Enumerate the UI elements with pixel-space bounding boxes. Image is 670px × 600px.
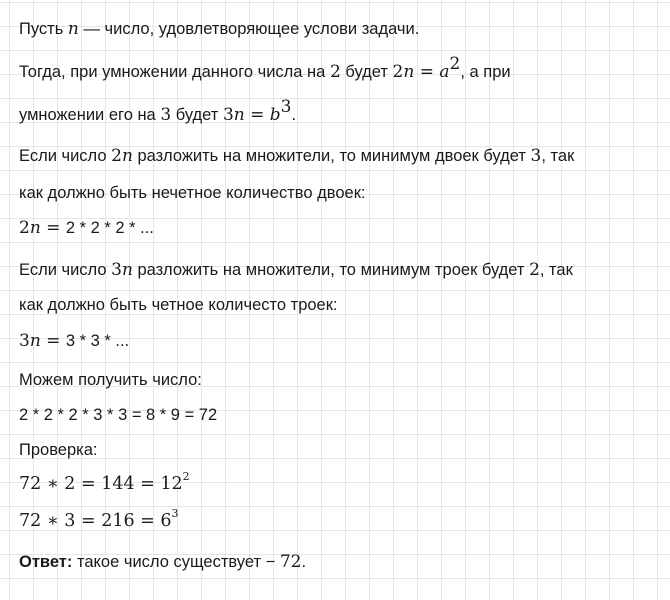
math-variable: n: [121, 260, 133, 280]
text: умножении его на: [19, 106, 161, 124]
text: будет: [171, 106, 223, 124]
answer-label: Ответ:: [19, 553, 73, 571]
text: , так: [539, 261, 573, 279]
text: как должно быть четное количесто троек:: [19, 296, 338, 314]
solution-text: [19, 0, 659, 600]
math-number: 2: [19, 218, 30, 238]
math-variable: n: [121, 146, 133, 166]
math-variable: n: [29, 331, 41, 351]
text: Если число: [19, 261, 112, 279]
text: Пусть: [19, 20, 68, 38]
text: 3 * 3 * ...: [65, 332, 130, 350]
line-factor-3n: [19, 259, 573, 281]
math-exponent: 2: [182, 470, 190, 484]
math-number: 2: [529, 260, 540, 280]
math-number: 3: [222, 105, 234, 125]
math-number: 3: [160, 105, 172, 125]
text: разложить на множители, то минимум троек будет: [132, 261, 530, 279]
text: Можем получить число:: [19, 371, 202, 389]
line-check-label: [19, 439, 98, 461]
line-result-calc: [19, 404, 217, 426]
line-expansion-3n: [19, 330, 129, 352]
math-number: 3: [19, 331, 30, 351]
math-number: 2: [392, 62, 404, 82]
line-intro: [19, 18, 419, 40]
text: как должно быть нечетное количество двоек:: [19, 184, 366, 202]
math-number: 2: [111, 146, 122, 166]
math-exponent: 2: [449, 53, 461, 74]
line-answer: [19, 551, 306, 573]
math-expression: 72 ∗ 3 = 216 = 6: [19, 511, 172, 531]
line-expansion-2n: [19, 217, 154, 239]
math-variable: n: [403, 62, 415, 82]
text: , так: [541, 147, 575, 165]
text: 2 * 2 * 2 * ...: [65, 219, 154, 237]
text: Проверка:: [19, 441, 98, 459]
line-factor-3n-cont: [19, 294, 338, 316]
math-operator: =: [40, 331, 66, 351]
text: такое число существует −: [72, 553, 280, 571]
math-operator: =: [244, 105, 270, 125]
math-expression: 72 ∗ 2 = 144 = 12: [19, 474, 183, 494]
math-operator: =: [40, 218, 66, 238]
math-number: 2: [329, 62, 341, 82]
math-variable: n: [233, 105, 245, 125]
math-variable: a: [439, 62, 450, 82]
text: — число, удовлетворяющее услови задачи.: [78, 20, 420, 38]
text: .: [301, 553, 307, 571]
text: будет: [340, 63, 393, 81]
line-condition-1: [19, 53, 511, 83]
math-number: 3: [111, 260, 122, 280]
answer-value: 72: [279, 552, 302, 572]
text: разложить на множители, то минимум двоек будет: [132, 147, 531, 165]
line-factor-2n: [19, 145, 574, 167]
text: 2 * 2 * 2 * 3 * 3 = 8 * 9 = 72: [19, 406, 218, 424]
line-factor-2n-cont: [19, 182, 366, 204]
line-condition-2: [19, 96, 297, 126]
line-result-label: [19, 369, 202, 391]
math-variable: n: [29, 218, 41, 238]
text: .: [291, 106, 297, 124]
math-variable: n: [67, 19, 79, 39]
math-number: 3: [530, 146, 542, 166]
line-check-1: [19, 470, 190, 495]
math-exponent: 3: [280, 96, 292, 117]
line-check-2: [19, 507, 179, 532]
math-variable: b: [269, 105, 281, 125]
text: , а при: [460, 63, 511, 81]
text: Тогда, при умножении данного числа на: [19, 63, 330, 81]
math-operator: =: [414, 62, 440, 82]
math-exponent: 3: [171, 507, 179, 521]
text: Если число: [19, 147, 112, 165]
